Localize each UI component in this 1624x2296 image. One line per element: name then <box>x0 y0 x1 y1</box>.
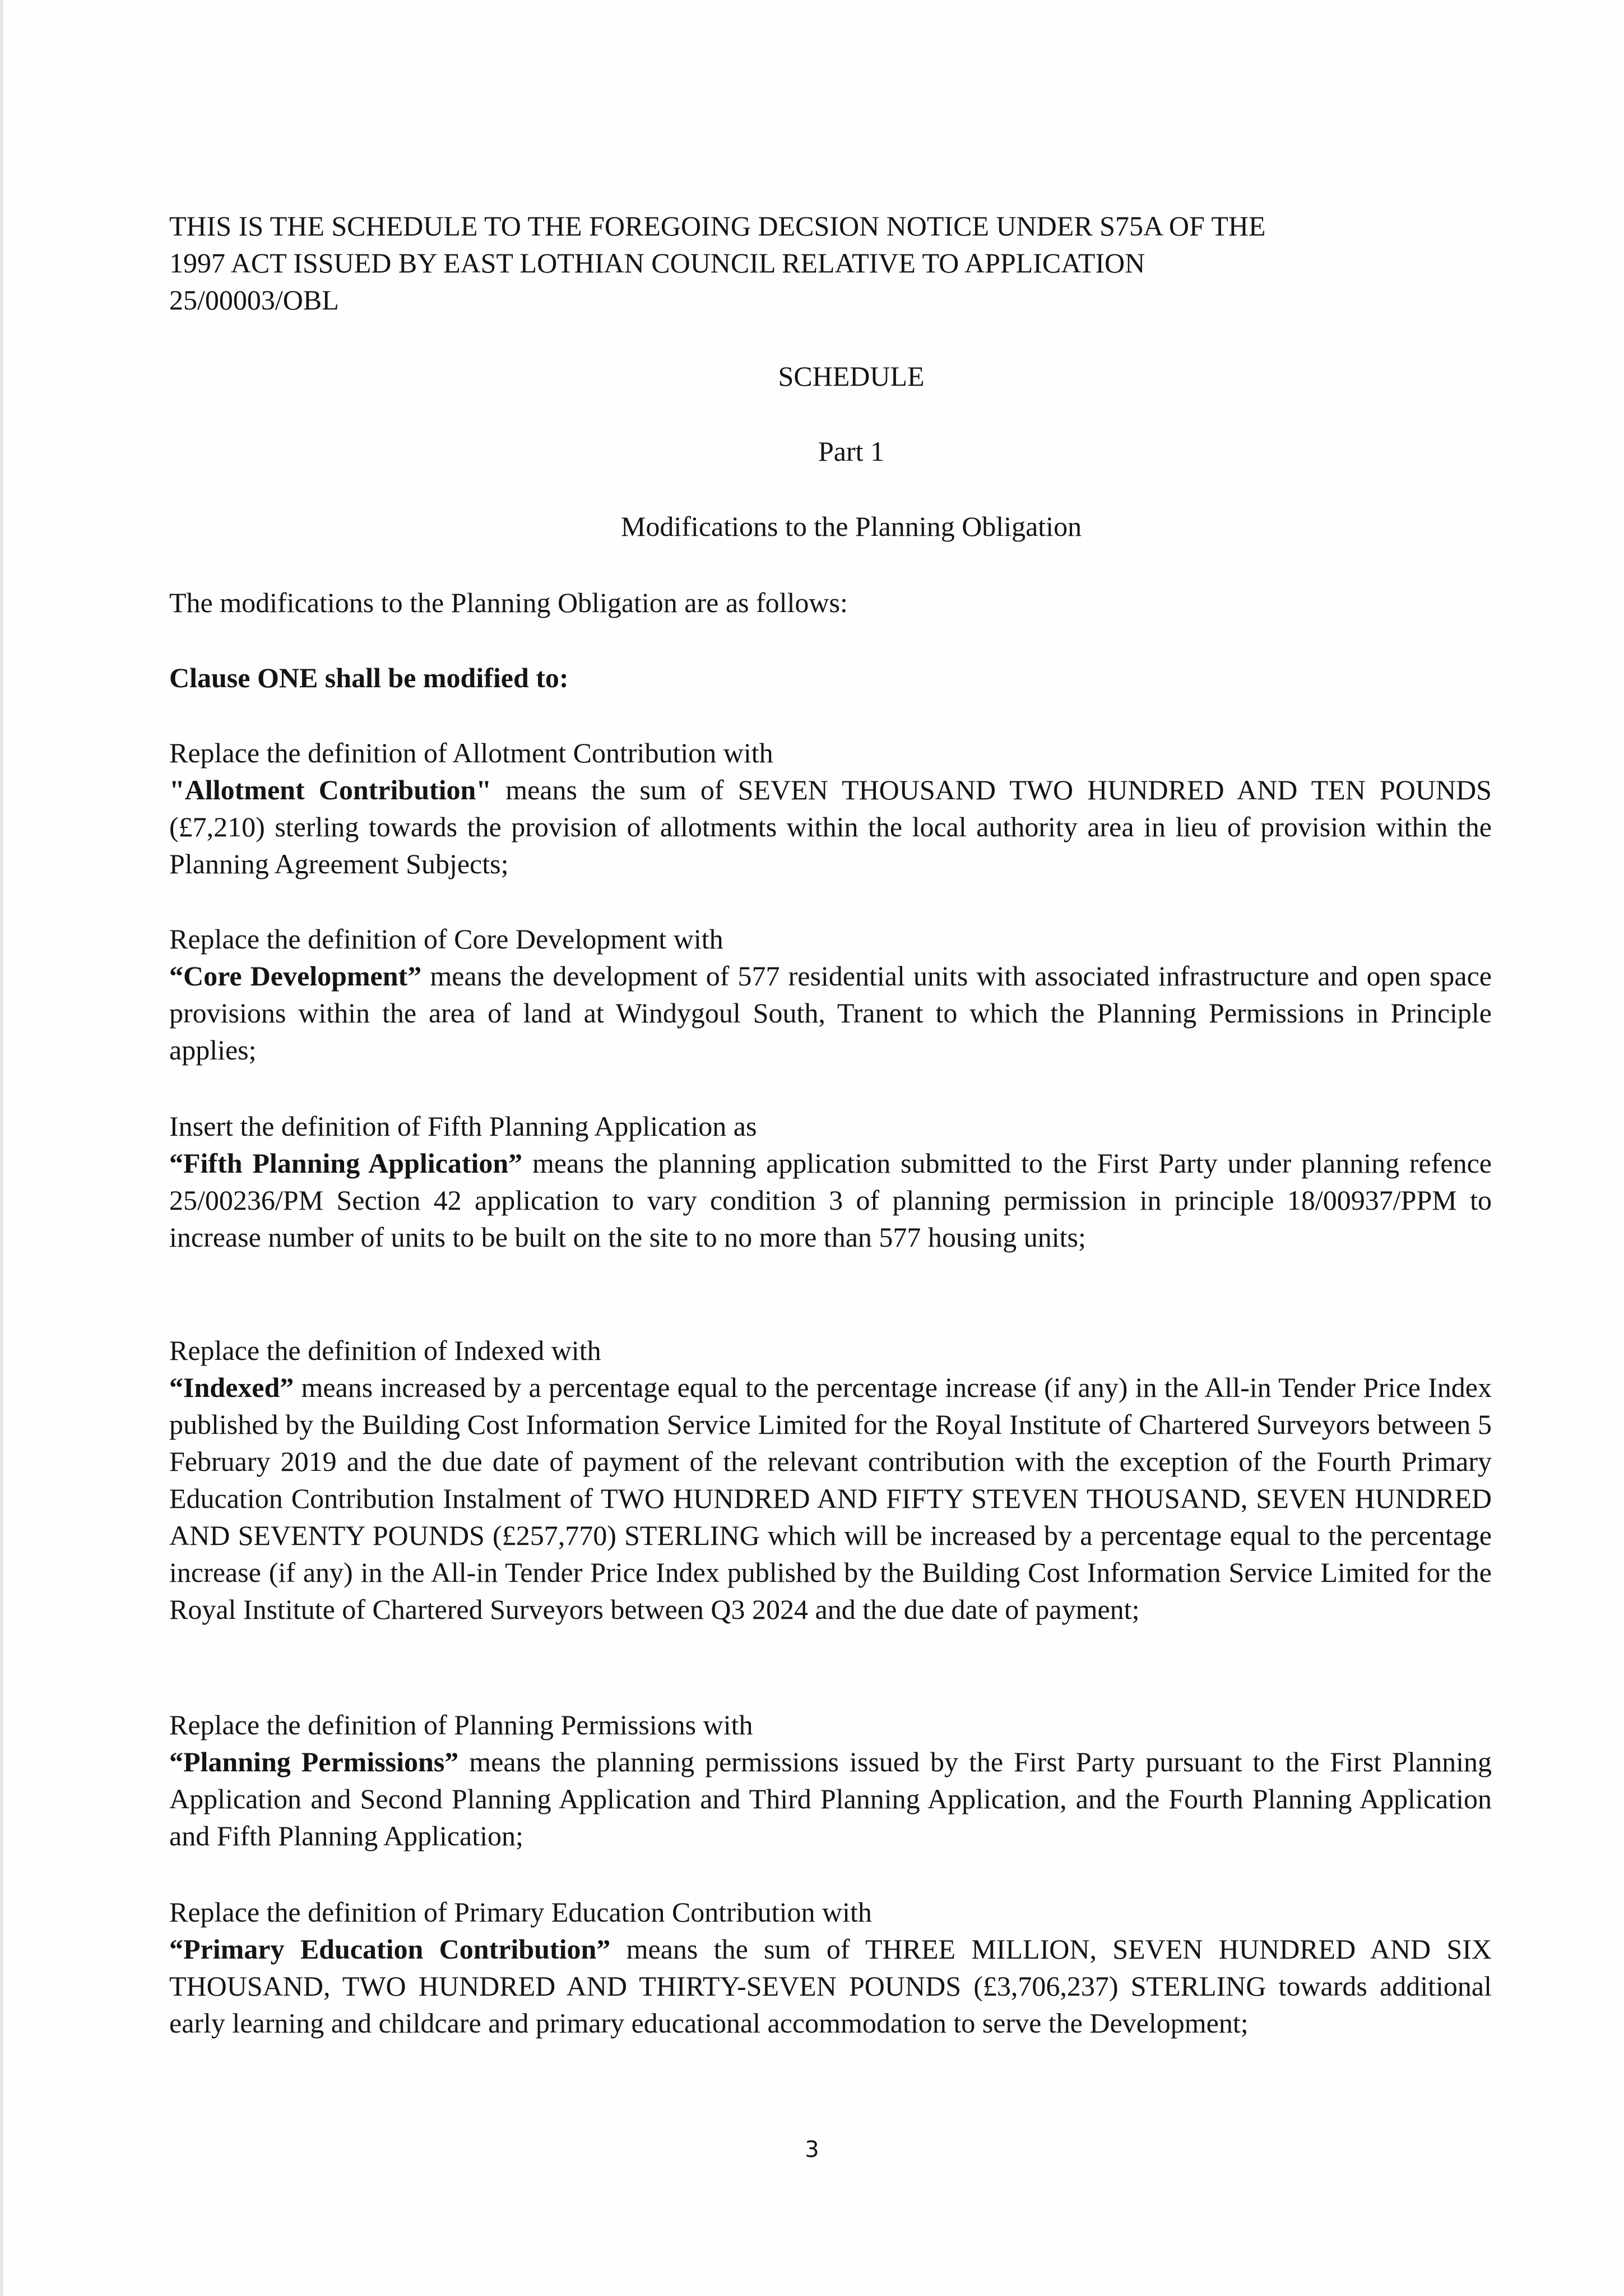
definition-lead: Replace the definition of Core Development with <box>169 923 723 955</box>
header-line-2: 1997 ACT ISSUED BY EAST LOTHIAN COUNCIL RELATIVE TO APPLICATION <box>169 247 1145 279</box>
definition-text: means the planning permissions issued by the First Party pursuant to the First Planning Application and Second Planning Application and Third Planning Application, and the Fourth Planning Application and Fifth Planning Application; <box>169 1746 1492 1851</box>
schedule-header <box>169 207 1492 318</box>
definition-block <box>169 734 1492 882</box>
definition-text: means increased by a percentage equal to the percentage increase (if any) in the All-in Tender Price Index published by the Building Cost Information Service Limited for the Royal Institute of Chartered Surveyors between 5 February 2019 and the due date of payment of the relevant contribution with the exception of the Fourth Primary Education Contribution Instalment of TWO HUNDRED AND FIFTY STEVEN THOUSAND, SEVEN HUNDRED AND SEVENTY POUNDS (£257,770) STERLING which will be increased by a percentage equal to the percentage increase (if any) in the All-in Tender Price Index published by the Building Cost Information Service Limited for the Royal Institute of Chartered Surveyors between Q3 2024 and the due date of payment; <box>169 1372 1492 1625</box>
defined-term: “Fifth Planning Application” <box>169 1147 523 1179</box>
definition-block <box>169 1108 1492 1256</box>
section-title: Modifications to the Planning Obligation <box>620 511 1082 542</box>
defined-term: “Planning Permissions” <box>169 1746 459 1777</box>
definition-text: means the planning application submitted to the First Party under planning refence 25/00236/PM Section 42 application to vary condition 3 of planning permission in principle 18/00937/PPM to increase number of units to be built on the site to no more than 577 housing units; <box>169 1147 1492 1253</box>
defined-term: “Indexed” <box>169 1372 294 1403</box>
intro-paragraph: The modifications to the Planning Obligation are as follows: <box>169 587 848 618</box>
schedule-title: SCHEDULE <box>778 360 925 392</box>
definition-text: means the development of 577 residential units with associated infrastructure and open space provisions within the area of land at Windygoul South, Tranent to which the Planning Permissions in Principle applies; <box>169 960 1492 1066</box>
definition-block <box>169 1894 1492 2042</box>
scan-edge <box>0 0 3 2296</box>
defined-term: “Core Development” <box>169 960 422 992</box>
definition-lead: Replace the definition of Indexed with <box>169 1335 601 1366</box>
definition-lead: Replace the definition of Allotment Contribution with <box>169 737 773 769</box>
defined-term: "Allotment Contribution" <box>169 774 492 806</box>
page-number: 3 <box>805 2137 819 2163</box>
header-line-3: 25/00003/OBL <box>169 284 339 316</box>
clause-heading: Clause ONE shall be modified to: <box>169 662 569 693</box>
definition-lead: Insert the definition of Fifth Planning Application as <box>169 1110 757 1142</box>
definition-block <box>169 1332 1492 1628</box>
definition-lead: Replace the definition of Planning Permissions with <box>169 1709 753 1740</box>
definition-text: means the sum of SEVEN THOUSAND TWO HUNDRED AND TEN POUNDS (£7,210) sterling towards the provision of allotments within the local authority area in lieu of provision within the Planning Agreement Subjects; <box>169 774 1492 879</box>
definition-lead: Replace the definition of Primary Education Contribution with <box>169 1896 872 1928</box>
definition-block <box>169 920 1492 1068</box>
definition-block <box>169 1706 1492 1854</box>
header-line-1: THIS IS THE SCHEDULE TO THE FOREGOING DECSION NOTICE UNDER S75A OF THE <box>169 210 1266 242</box>
definition-text: means the sum of THREE MILLION, SEVEN HUNDRED AND SIX THOUSAND, TWO HUNDRED AND THIRTY-SEVEN POUNDS (£3,706,237) STERLING towards additional early learning and childcare and primary educational accommodation to serve the Development; <box>169 1933 1492 2039</box>
defined-term: “Primary Education Contribution” <box>169 1933 611 1965</box>
part-label: Part 1 <box>818 436 885 467</box>
